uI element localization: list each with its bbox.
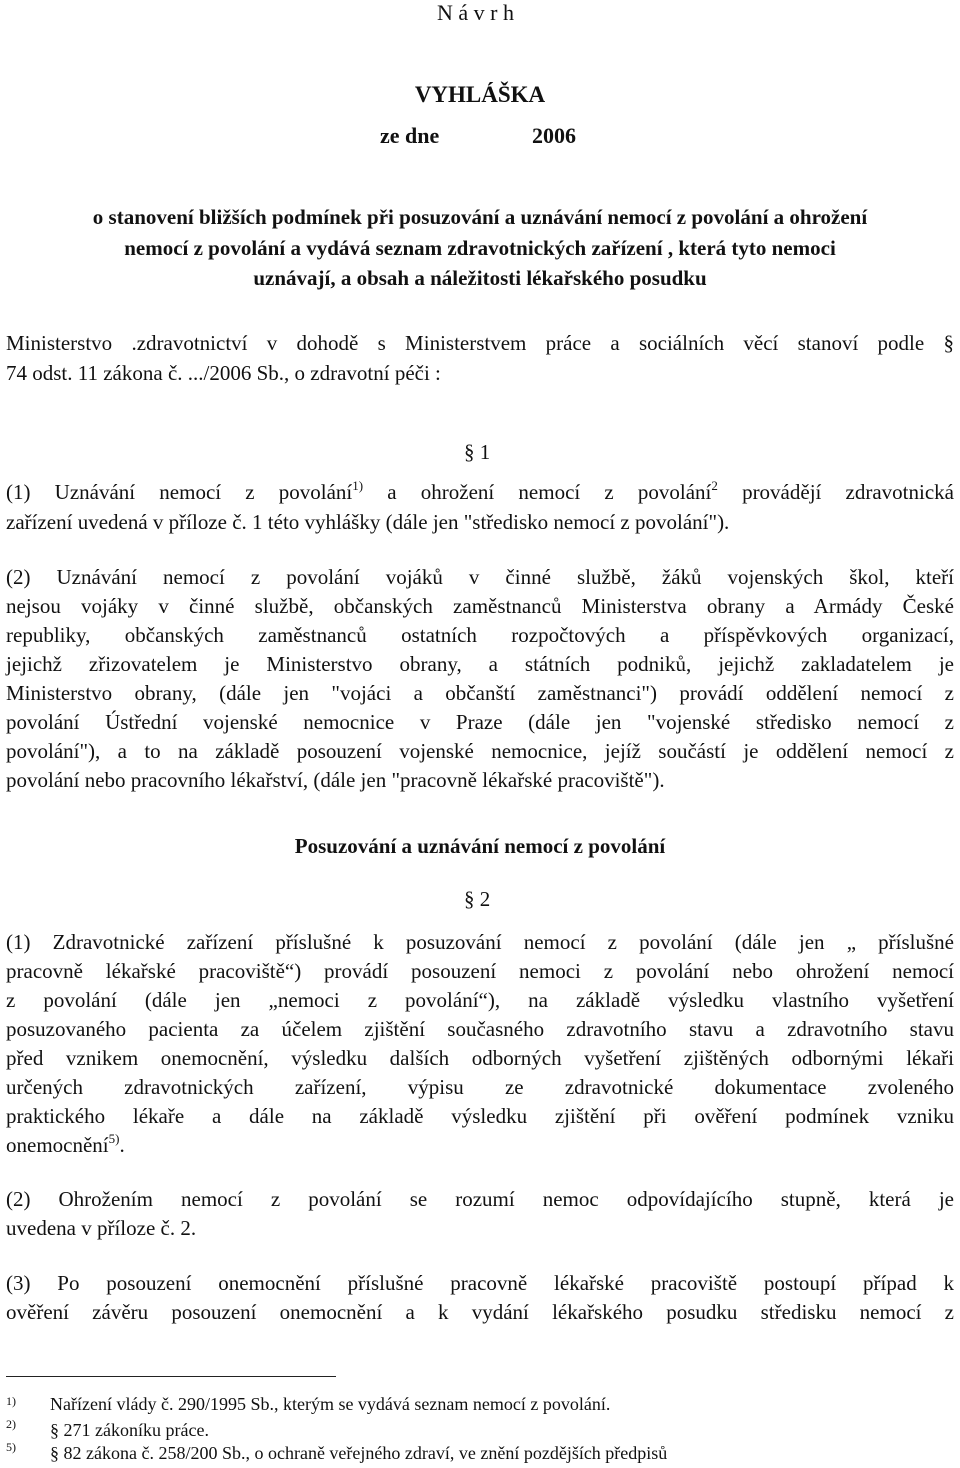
- s2-p1-line-6: určených zdravotnických zařízení, výpisu ze zdravotnické dokumentace zvoleného: [6, 1075, 954, 1099]
- section-2-heading: Posuzování a uznávání nemocí z povolání: [294, 834, 666, 858]
- s2-p1-line-4: posuzovaného pacienta za účelem zjištění současného zdravotního stavu a zdravotního stavu: [6, 1017, 954, 1041]
- s1-p2-line-2: nejsou vojáky v činné službě, občanských zaměstnanců Ministerstva obrany a Armády České: [6, 594, 954, 618]
- document-title: VYHLÁŠKA: [414, 82, 546, 107]
- s2-p1-line-8: onemocnění$^{5)}$.: [6, 1131, 125, 1157]
- s2-p1-line-7: praktického lékaře a dále na základě výsledku zjištění při ověření podmínek vzniku: [6, 1104, 954, 1128]
- s2-p2-line-1: (2) Ohrožením nemocí z povolání se rozumí nemoc odpovídajícího stupně, která je: [6, 1187, 954, 1211]
- footnote-mark-2: 2): [6, 1417, 16, 1431]
- subject-line-1: o stanovení bližších podmínek při posuzování a uznávání nemocí z povolání a ohrožení: [92, 205, 868, 229]
- s2-p1-line-1: (1) Zdravotnické zařízení příslušné k posuzování nemocí z povolání (dále jen „ příslušné: [6, 930, 954, 954]
- preamble-line-1: Ministerstvo .zdravotnictví v dohodě s Ministerstvem práce a sociálních věcí stanoví podle §: [6, 331, 954, 355]
- date-prefix: ze dne: [380, 123, 440, 148]
- s2-p1-line-5: před vznikem onemocnění, výsledku dalších odborných vyšetření zjištěných odbornými lékaři: [6, 1046, 954, 1070]
- s2-p2-line-2: uvedena v příloze č. 2.: [6, 1216, 197, 1240]
- footnote-text-1: Nařízení vlády č. 290/1995 Sb., kterým se vydává seznam nemocí z povolání.: [50, 1394, 611, 1414]
- s2-p1-line-2: pracovně lékařské pracoviště“) provádí posouzení nemoci z povolání nebo ohrožení nemocí: [6, 959, 954, 983]
- section-mark-1: § 1: [464, 440, 491, 464]
- s1-p2-line-4: jejichž zřizovatelem je Ministerstvo obrany, a státních podniků, jejichž zakladatelem je: [6, 652, 954, 676]
- s1-p2-line-1: (2) Uznávání nemocí z povolání vojáků v činné službě, žáků vojenských škol, kteří: [6, 565, 954, 589]
- s2-p1-line-3: z povolání (dále jen „nemoci z povolání“), na základě výsledku vlastního vyšetření: [6, 988, 954, 1012]
- draft-label: N á v r h: [437, 0, 514, 25]
- s1-p2-line-6: povolání Ústřední vojenské nemocnice v Praze (dále jen "vojenské středisko nemocí z: [6, 710, 954, 734]
- footnote-mark-5: 5): [6, 1440, 16, 1454]
- s2-p3-line-2: ověření závěru posouzení onemocnění a k vydání lékařského posudku středisku nemocí z: [6, 1300, 954, 1324]
- s1-p2-line-3: republiky, občanských zaměstnanců ostatních rozpočtových a příspěvkových organizací,: [6, 623, 954, 647]
- subject-line-2: nemocí z povolání a vydává seznam zdravotnických zařízení , která tyto nemoci: [124, 236, 836, 260]
- footnote-mark-1: 1): [6, 1394, 16, 1408]
- subject-line-3: uznávají, a obsah a náležitosti lékařského posudku: [253, 266, 707, 290]
- date-year: 2006: [532, 123, 576, 148]
- s1-p2-line-8: povolání nebo pracovního lékařství, (dále jen "pracovně lékařské pracoviště").: [6, 768, 665, 792]
- footnote-separator: [6, 1376, 336, 1377]
- s1-p2-line-7: povolání"), a to na základě posouzení vojenské nemocnice, jejíž součástí je oddělení nemocí z: [6, 739, 954, 763]
- s1-p1-line-1: (1) Uznávání nemocí z povolání$^{1)}$ a ohrožení nemocí z povolání$^2$ provádějí zdravotnická: [6, 478, 954, 504]
- footnote-text-2: § 271 zákoníku práce.: [50, 1420, 209, 1440]
- s2-p3-line-1: (3) Po posouzení onemocnění příslušné pracovně lékařské pracoviště postoupí případ k: [6, 1271, 954, 1295]
- s1-p2-line-5: Ministerstvo obrany, (dále jen "vojáci a občanští zaměstnanci") provádí oddělení nemocí z: [6, 681, 954, 705]
- s1-p1-line-2: zařízení uvedená v příloze č. 1 této vyhlášky (dále jen "středisko nemocí z povolání").: [6, 510, 730, 534]
- preamble-line-2: 74 odst. 11 zákona č. .../2006 Sb., o zdravotní péči :: [6, 361, 441, 385]
- section-mark-2: § 2: [464, 887, 491, 911]
- footnote-text-5: § 82 zákona č. 258/200 Sb., o ochraně veřejného zdraví, ve znění pozdějších předpisů: [50, 1443, 668, 1463]
